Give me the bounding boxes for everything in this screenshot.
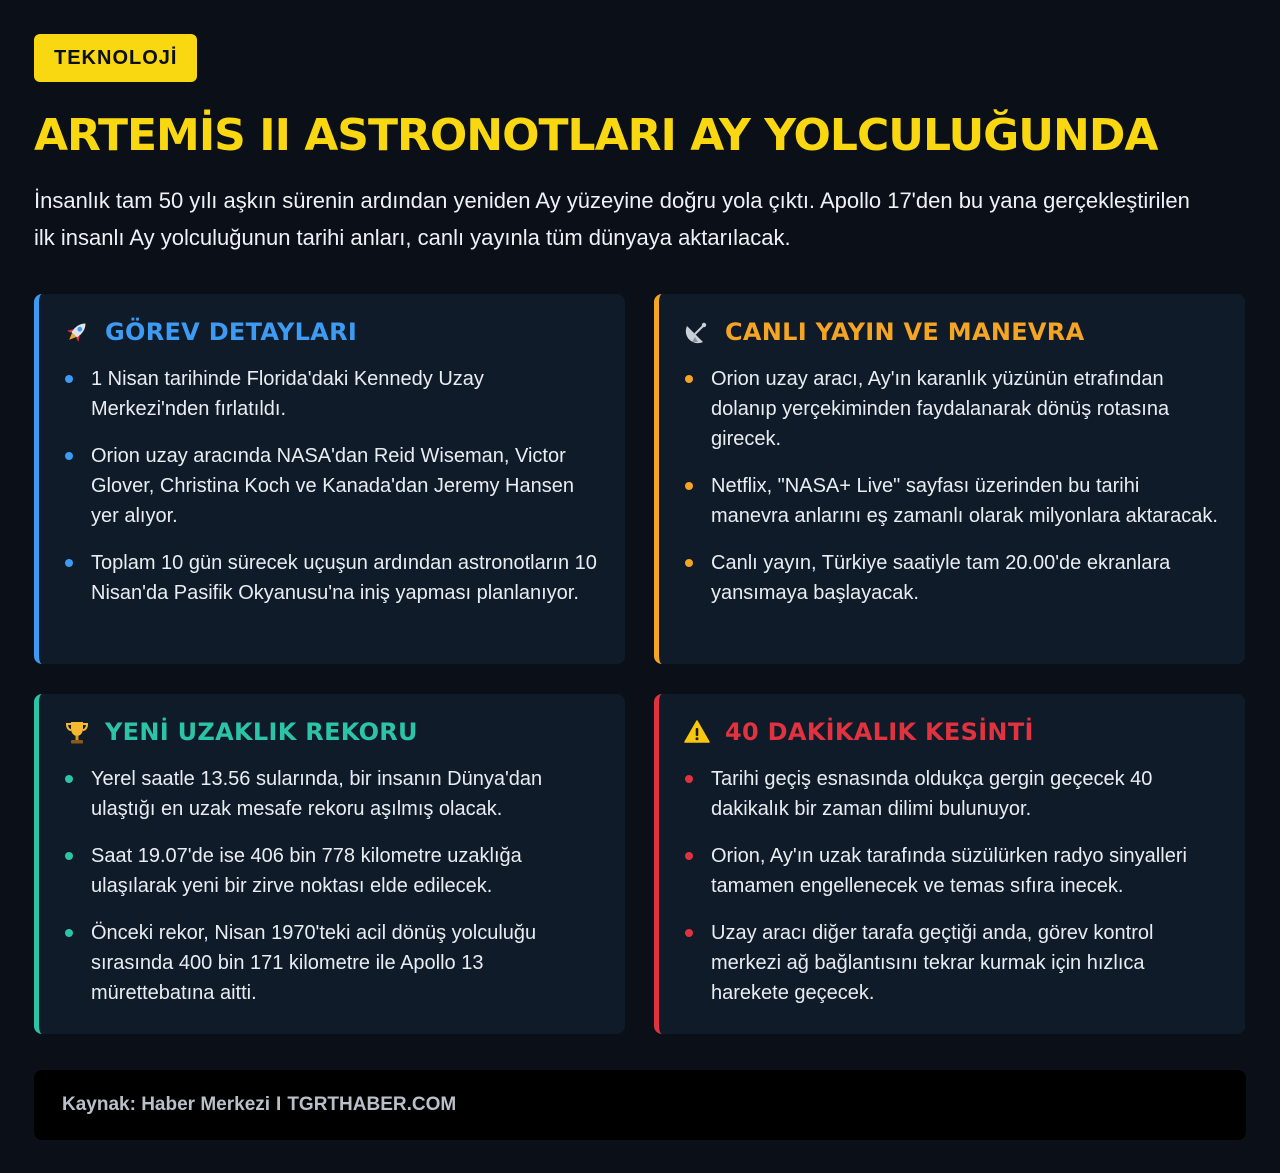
bullet-list	[683, 764, 1221, 1008]
category-tag: TEKNOLOJİ	[34, 34, 197, 82]
bullet-dot	[65, 929, 73, 937]
list-item-text: Orion uzay aracında NASA'dan Reid Wiseman, Victor Glover, Christina Koch ve Kanada'dan Jeremy Hansen yer alıyor.	[91, 445, 574, 527]
bullet-dot	[685, 929, 693, 937]
card-live-broadcast	[654, 294, 1245, 664]
card-header	[63, 716, 601, 748]
bullet-dot	[65, 852, 73, 860]
source-site: TGRTHABER.COM	[287, 1094, 457, 1115]
bullet-list	[63, 764, 601, 1008]
bullet-dot	[685, 375, 693, 383]
list-item-text: Toplam 10 gün sürecek uçuşun ardından astronotların 10 Nisan'da Pasifik Okyanusu'na iniş yapması planlanıyor.	[91, 552, 597, 604]
card-distance-record	[34, 694, 625, 1034]
list-item	[63, 841, 601, 901]
list-item	[683, 548, 1221, 608]
bullet-dot	[65, 775, 73, 783]
source-footer	[34, 1070, 1246, 1140]
bullet-dot	[685, 852, 693, 860]
card-title: 40 DAKİKALIK KESİNTİ	[725, 718, 1034, 746]
card-title: GÖREV DETAYLARI	[105, 318, 358, 346]
source-label: Kaynak: Haber Merkezi	[62, 1094, 271, 1115]
list-item-text: 1 Nisan tarihinde Florida'daki Kennedy Uzay Merkezi'nden fırlatıldı.	[91, 368, 484, 420]
list-item	[63, 918, 601, 1008]
list-item	[63, 364, 601, 424]
list-item-text: Saat 19.07'de ise 406 bin 778 kilometre uzaklığa ulaşılarak yeni bir zirve noktası elde edilecek.	[91, 845, 522, 897]
card-header	[683, 316, 1221, 348]
card-mission-details	[34, 294, 625, 664]
list-item-text: Netflix, "NASA+ Live" sayfası üzerinden bu tarihi manevra anlarını eş zamanlı olarak milyonlara aktaracak.	[711, 475, 1218, 527]
list-item	[683, 764, 1221, 824]
footer-separator: I	[276, 1094, 282, 1115]
card-blackout	[654, 694, 1245, 1034]
list-item	[63, 548, 601, 608]
bullet-dot	[685, 775, 693, 783]
list-item	[683, 918, 1221, 1008]
bullet-list	[63, 364, 601, 608]
bullet-dot	[685, 559, 693, 567]
list-item	[683, 841, 1221, 901]
list-item-text: Uzay aracı diğer tarafa geçtiği anda, görev kontrol merkezi ağ bağlantısını tekrar kurmak için hızlıca harekete geçecek.	[711, 922, 1154, 1004]
card-header	[63, 316, 601, 348]
headline: ARTEMİS II ASTRONOTLARI AY YOLCULUĞUNDA	[34, 110, 1158, 161]
list-item-text: Yerel saatle 13.56 sularında, bir insanın Dünya'dan ulaştığı en uzak mesafe rekoru aşılmış olacak.	[91, 768, 543, 820]
card-title: YENİ UZAKLIK REKORU	[105, 718, 418, 746]
bullet-dot	[65, 375, 73, 383]
bullet-list	[683, 364, 1221, 608]
card-title: CANLI YAYIN VE MANEVRA	[725, 318, 1085, 346]
card-header	[683, 716, 1221, 748]
rocket-icon	[63, 318, 91, 346]
satellite-dish-icon	[683, 318, 711, 346]
warning-icon	[683, 718, 711, 746]
list-item-text: Canlı yayın, Türkiye saatiyle tam 20.00'de ekranlara yansımaya başlayacak.	[711, 552, 1171, 604]
list-item-text: Orion uzay aracı, Ay'ın karanlık yüzünün etrafından dolanıp yerçekiminden faydalanarak dönüş rotasına girecek.	[711, 368, 1170, 450]
list-item-text: Tarihi geçiş esnasında oldukça gergin geçecek 40 dakikalık bir zaman dilimi bulunuyor.	[711, 768, 1153, 820]
list-item	[63, 764, 601, 824]
list-item	[63, 441, 601, 531]
list-item	[683, 471, 1221, 531]
bullet-dot	[685, 482, 693, 490]
bullet-dot	[65, 559, 73, 567]
list-item-text: Önceki rekor, Nisan 1970'teki acil dönüş yolculuğu sırasında 400 bin 171 kilometre ile Apollo 13 mürettebatına aitti.	[91, 922, 537, 1004]
list-item	[683, 364, 1221, 454]
intro-paragraph: İnsanlık tam 50 yılı aşkın sürenin ardından yeniden Ay yüzeyine doğru yola çıktı. Apollo 17'den bu yana gerçekleştirilen ilk insanlı Ay yolculuğunun tarihi anları, canlı yayınla tüm dünyaya aktarılacak.	[34, 188, 1190, 250]
trophy-icon	[63, 718, 91, 746]
list-item-text: Orion, Ay'ın uzak tarafında süzülürken radyo sinyalleri tamamen engellenecek ve temas sıfıra inecek.	[711, 845, 1187, 897]
bullet-dot	[65, 452, 73, 460]
